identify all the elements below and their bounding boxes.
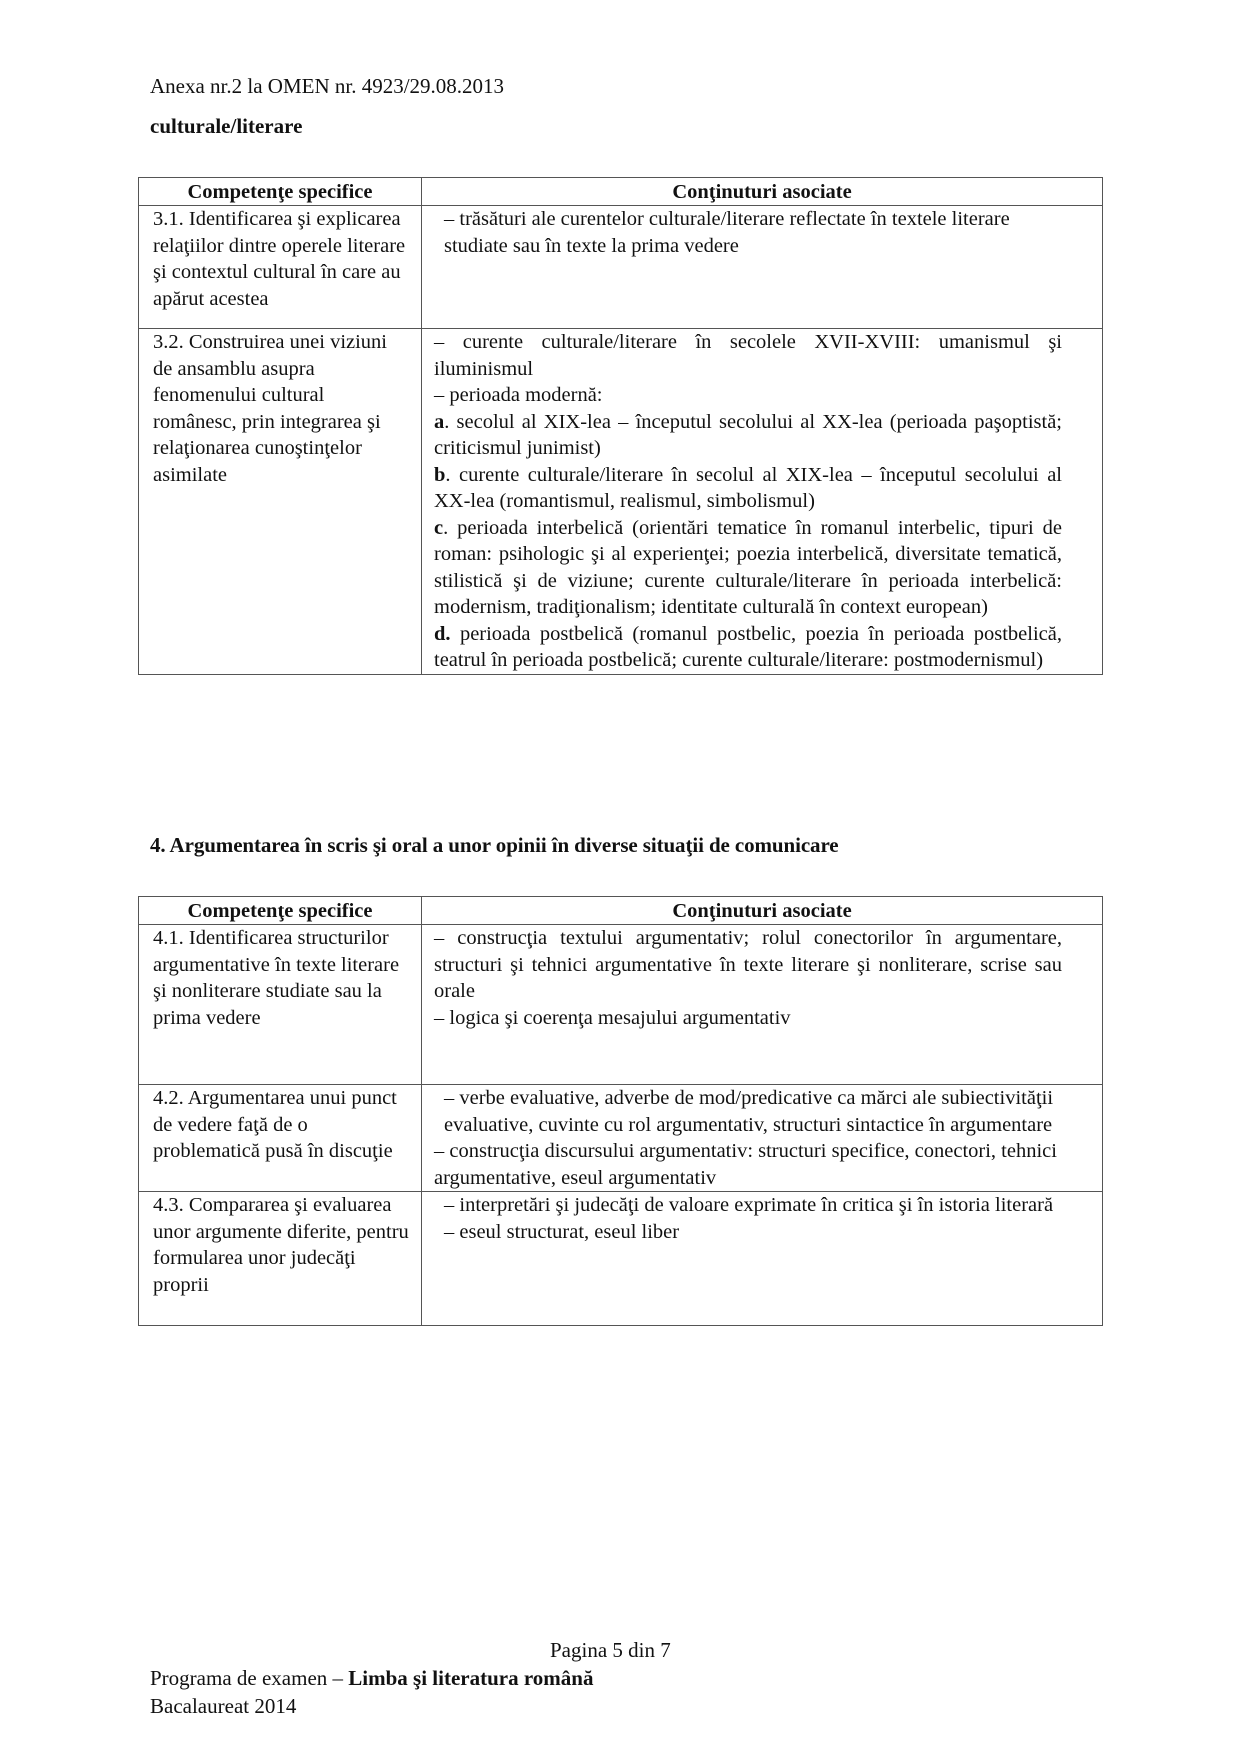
content-item: – construcţia discursului argumentativ: structuri specifice, conectori, tehnici argumentative, eseul argumentativ [434, 1140, 1057, 1189]
competence-4-3: 4.3. Compararea şi evaluarea unor argumente diferite, pentru formularea unor judecăţi proprii [139, 1192, 422, 1326]
table-row [139, 925, 1103, 1085]
table-row [139, 1085, 1103, 1192]
item-letter: a [434, 410, 445, 433]
table-row [139, 1192, 1103, 1326]
content-item: b. curente culturale/literare în secolul al XIX-lea – începutul secolului al XX-lea (romantismul, realismul, simbolismul) [434, 463, 1062, 512]
contents-4-1 [422, 925, 1103, 1085]
content-item: – eseul structurat, eseul liber [444, 1220, 680, 1243]
table-header-row [139, 178, 1103, 206]
column-header-contents: Conţinuturi asociate [422, 178, 1103, 206]
table-row [139, 329, 1103, 675]
content-item: – interpretări şi judecăţi de valoare exprimate în critica şi în istoria literară [444, 1194, 1054, 1216]
competence-4-1: 4.1. Identificarea structurilor argumentative în texte literare şi nonliterare studiate sau la prima vedere [139, 925, 422, 1085]
content-item: – verbe evaluative, adverbe de mod/predicative ca mărci ale subiectivităţii evaluative, cuvinte cu rol argumentativ, structuri sintactice în argumentare [444, 1087, 1054, 1136]
contents-4-3 [422, 1192, 1103, 1326]
competence-3-1: 3.1. Identificarea şi explicarea relaţiilor dintre operele literare şi contextul cultural în care au apărut acestea [139, 206, 422, 329]
item-letter: b [434, 463, 446, 486]
content-item: – trăsături ale curentelor culturale/literare reflectate în textele literare studiate sau în texte la prima vedere [444, 208, 1010, 257]
item-letter: c [434, 516, 444, 539]
content-item: d. perioada postbelică (romanul postbelic, poezia în perioada postbelică, teatrul în perioada postbelică; curente culturale/literare: postmodernismul) [434, 622, 1062, 671]
competence-4-2: 4.2. Argumentarea unui punct de vedere faţă de o problematică pusă în discuţie [139, 1085, 422, 1192]
column-header-competences: Competenţe specifice [139, 897, 422, 925]
competences-table-section-4 [138, 896, 1103, 1326]
table-row [139, 206, 1103, 329]
table-header-row [139, 897, 1103, 925]
competences-table-section-3 [138, 177, 1103, 675]
content-item: c. perioada interbelică (orientări tematice în romanul interbelic, tipuri de roman: psihologic şi al experienţei; poezia interbelică, diversitate tematică, stilistică şi de viziune; curente culturale/literare în perioada interbelică: modernism, tradiţionalism; identitate culturală în context european) [434, 516, 1062, 618]
content-item: – curente culturale/literare în secolele XVII-XVIII: umanismul şi iluminismul [434, 331, 1062, 380]
section-3-title-continuation: culturale/literare [150, 114, 303, 138]
contents-3-1 [422, 206, 1103, 329]
content-item: – logica şi coerenţa mesajului argumentativ [434, 1006, 791, 1029]
footer-program: Programa de examen – Limba şi literatura română [150, 1666, 594, 1690]
content-item: – perioada modernă: [434, 384, 603, 406]
subject-name: Limba şi literatura română [348, 1666, 594, 1690]
contents-4-2 [422, 1085, 1103, 1192]
contents-3-2 [422, 329, 1103, 675]
column-header-competences: Competenţe specifice [139, 178, 422, 206]
footer-exam: Bacalaureat 2014 [150, 1694, 297, 1718]
section-4-title: 4. Argumentarea în scris şi oral a unor opinii în diverse situaţii de comunicare [150, 833, 839, 857]
page-number: Pagina 5 din 7 [550, 1638, 671, 1662]
competence-3-2: 3.2. Construirea unei viziuni de ansamblu asupra fenomenului cultural românesc, prin integrarea şi relaţionarea cunoştinţelor asimilate [139, 329, 422, 675]
content-item: – construcţia textului argumentativ; rolul conectorilor în argumentare, structuri şi tehnici argumentative în texte literare şi nonliterare, scrise sau orale [434, 927, 1062, 1002]
item-letter: d. [434, 622, 451, 645]
annex-reference: Anexa nr.2 la OMEN nr. 4923/29.08.2013 [150, 74, 505, 98]
column-header-contents: Conţinuturi asociate [422, 897, 1103, 925]
content-item: a. secolul al XIX-lea – începutul secolului al XX-lea (perioada paşoptistă; criticismul junimist) [434, 410, 1062, 459]
